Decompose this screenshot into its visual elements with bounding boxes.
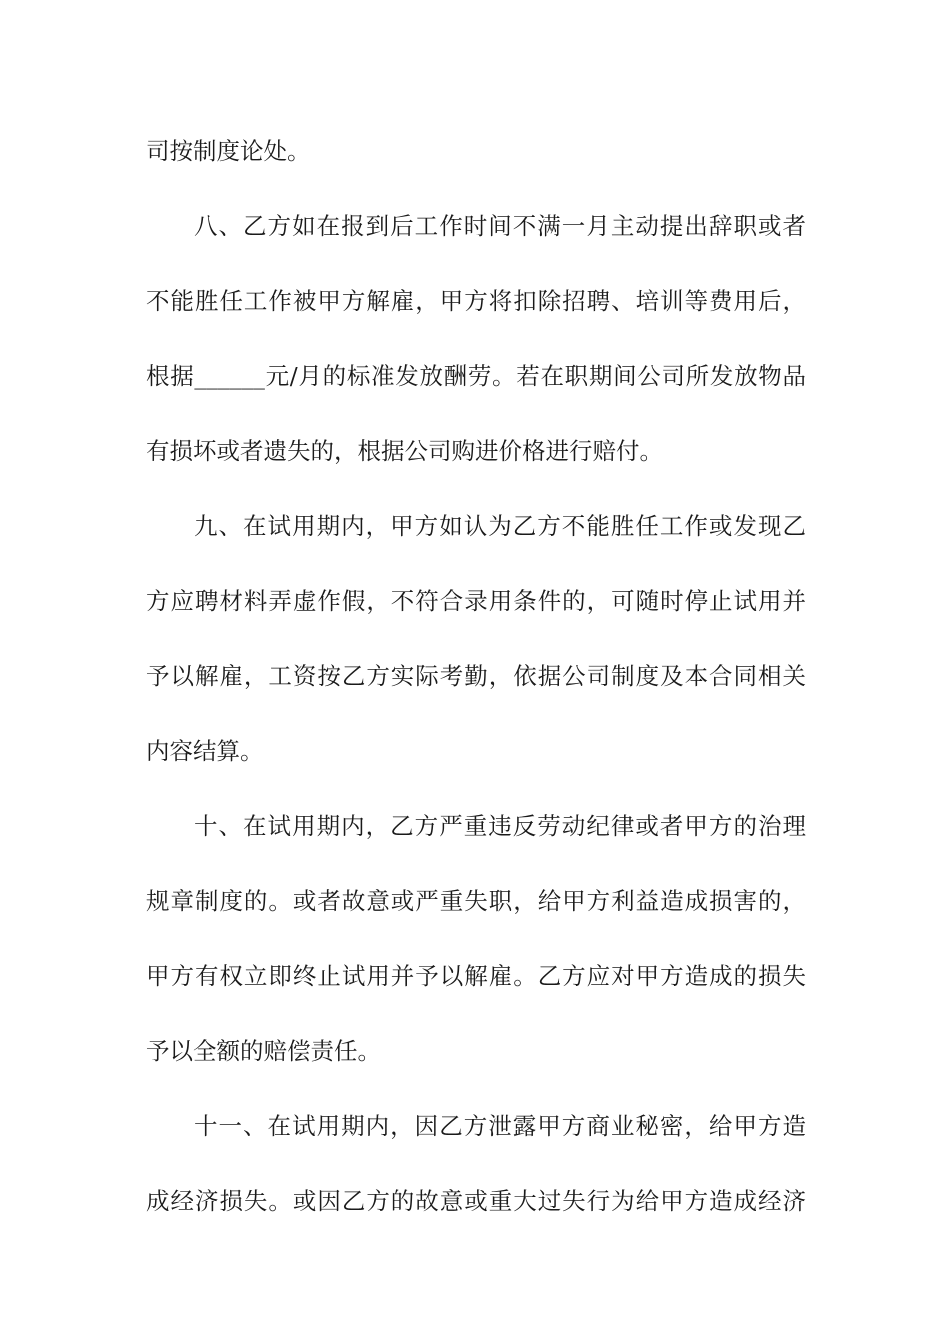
text-line: 十、在试用期内，乙方严重违反劳动纪律或者甲方的治理 — [194, 812, 806, 840]
text-line: 成经济损失。或因乙方的故意或重大过失行为给甲方造成经济 — [146, 1187, 806, 1215]
text-line: 方应聘材料弄虚作假，不符合录用条件的，可随时停止试用并 — [146, 587, 806, 615]
text-line: 九、在试用期内，甲方如认为乙方不能胜任工作或发现乙 — [194, 512, 806, 540]
text-line: 予以解雇，工资按乙方实际考勤，依据公司制度及本合同相关 — [146, 662, 806, 690]
text-line: 八、乙方如在报到后工作时间不满一月主动提出辞职或者 — [194, 212, 806, 240]
text-line: 内容结算。 — [146, 737, 264, 765]
text-line: 予以全额的赔偿责任。 — [146, 1037, 381, 1065]
text-line: 司按制度论处。 — [146, 137, 311, 165]
text-line: 十一、在试用期内，因乙方泄露甲方商业秘密，给甲方造 — [194, 1112, 806, 1140]
text-line: 甲方有权立即终止试用并予以解雇。乙方应对甲方造成的损失 — [146, 962, 806, 990]
text-line: 不能胜任工作被甲方解雇，甲方将扣除招聘、培训等费用后， — [146, 287, 806, 315]
text-line: 规章制度的。或者故意或严重失职，给甲方利益造成损害的， — [146, 887, 806, 915]
text-line: 根据______元/月的标准发放酬劳。若在职期间公司所发放物品 — [146, 362, 806, 390]
text-line: 有损坏或者遗失的，根据公司购进价格进行赔付。 — [146, 437, 663, 465]
